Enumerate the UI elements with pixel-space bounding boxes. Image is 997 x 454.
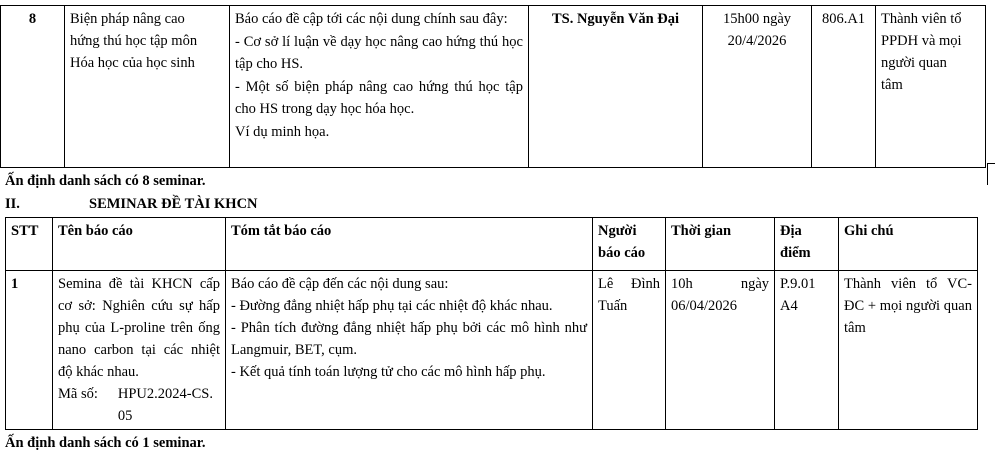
note-line: tâm xyxy=(881,77,903,93)
summary-item: - Đường đẳng nhiệt hấp phụ tại các nhiệt độ khác nhau. xyxy=(231,298,553,314)
presenter: Lê Đình Tuấn xyxy=(593,271,666,430)
location: 806.A1 xyxy=(812,6,876,168)
report-title-text: Semina đề tài KHCN cấp cơ sở: Nghiên cứu sự hấp phụ của L-proline trên ống nano carbon tại các nhiệt độ khác nhau. xyxy=(58,276,220,380)
time-first-line xyxy=(671,273,769,295)
summary-item: - Một số biện pháp nâng cao hứng thú học tập cho HS trong dạy học hóa học. xyxy=(235,79,523,117)
note xyxy=(876,6,986,168)
table-row xyxy=(6,271,978,430)
header-row xyxy=(6,218,978,271)
header-line: báo cáo xyxy=(598,245,646,261)
header-line: Người xyxy=(598,223,637,239)
header-stt: STT xyxy=(6,218,53,271)
time-line: 15h00 ngày xyxy=(722,11,792,27)
row-stt: 8 xyxy=(1,6,65,168)
header-note: Ghi chú xyxy=(839,218,978,271)
header-title: Tên báo cáo xyxy=(53,218,226,271)
seminar-table-2 xyxy=(5,217,978,430)
title-line: Biện pháp nâng cao xyxy=(70,11,185,27)
approval-note-1: Ấn định danh sách có 8 seminar. xyxy=(5,173,206,189)
summary-item: Báo cáo đề cập đến các nội dung sau: xyxy=(231,276,449,292)
report-title xyxy=(53,271,226,430)
header-line: Địa xyxy=(780,223,802,239)
time xyxy=(703,6,812,168)
report-summary xyxy=(226,271,593,430)
summary-item: - Kết quả tính toán lượng tử cho các mô hình hấp phụ. xyxy=(231,364,546,380)
summary-item: Ví dụ minh họa. xyxy=(235,124,330,140)
project-code-value: HPU2.2024-CS.05 xyxy=(117,386,213,424)
time xyxy=(666,271,775,430)
location-line: P.9.01 xyxy=(780,276,816,292)
section-number: II. xyxy=(5,196,20,212)
note: Thành viên tổ VC-ĐC + mọi người quan tâm xyxy=(839,271,978,430)
approval-note-2: Ấn định danh sách có 1 seminar. xyxy=(5,435,206,451)
report-summary xyxy=(230,6,529,168)
title-line: hứng thú học tập môn xyxy=(70,33,198,49)
location-line: A4 xyxy=(780,298,798,314)
note-line: PPDH và mọi xyxy=(881,33,962,49)
time-hour: 10h xyxy=(671,276,693,292)
location xyxy=(775,271,839,430)
time-day-word: ngày xyxy=(740,276,769,292)
header-presenter xyxy=(593,218,666,271)
note-line: người quan xyxy=(881,55,947,71)
summary-item: Báo cáo đề cập tới các nội dung chính sau đây: xyxy=(235,11,508,27)
title-line: Hóa học của học sinh xyxy=(70,55,195,71)
table-row xyxy=(1,6,986,168)
note-line: Thành viên tổ xyxy=(881,11,962,27)
header-location xyxy=(775,218,839,271)
time-date: 06/04/2026 xyxy=(671,298,738,314)
report-title xyxy=(65,6,230,168)
header-time: Thời gian xyxy=(666,218,775,271)
section-title: SEMINAR ĐỀ TÀI KHCN xyxy=(89,196,258,212)
table-corner-mark xyxy=(987,163,995,185)
header-summary: Tóm tắt báo cáo xyxy=(226,218,593,271)
summary-item: - Phân tích đường đẳng nhiệt hấp phụ bởi các mô hình như Langmuir, BET, cụm. xyxy=(231,320,587,358)
seminar-table-1 xyxy=(0,5,986,168)
time-line: 20/4/2026 xyxy=(727,33,787,49)
project-code xyxy=(58,383,220,427)
header-line: điểm xyxy=(780,245,811,261)
summary-item: - Cơ sở lí luận về dạy học nâng cao hứng thú học tập cho HS. xyxy=(235,34,523,72)
row-stt: 1 xyxy=(6,271,53,430)
presenter: TS. Nguyễn Văn Đại xyxy=(529,6,703,168)
project-code-label: Mã số: xyxy=(58,386,98,402)
